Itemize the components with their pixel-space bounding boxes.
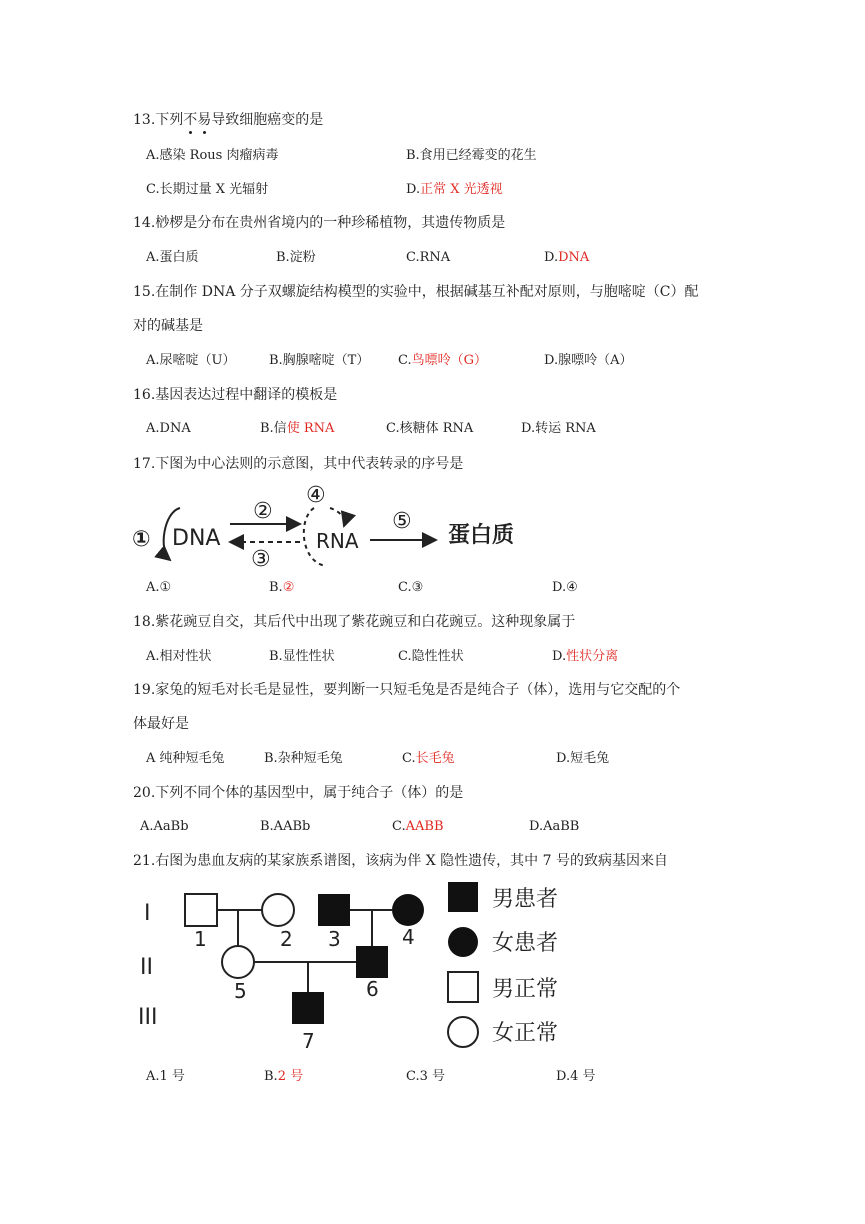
q16-option-c[interactable]: C.核糖体 RNA (386, 421, 474, 436)
q17-answer: ② (282, 580, 295, 595)
q16-option-b[interactable]: B.信使 RNA (260, 421, 335, 436)
q20-option-a[interactable]: A.AaBb (140, 819, 189, 834)
q13-option-b[interactable]: B.食用已经霉变的花生 (406, 148, 537, 163)
individual-6-affected-male (356, 946, 388, 978)
q21-option-d[interactable]: D.4 号 (556, 1069, 596, 1084)
legend-affected-female-label: 女患者 (492, 931, 559, 956)
q19-stem-line1: 19.家兔的短毛对长毛是显性，要判断一只短毛兔是否是纯合子（体），选用与它交配的个 (133, 682, 681, 698)
q18-option-b[interactable]: B.显性性状 (269, 649, 335, 664)
legend-normal-female-label: 女正常 (492, 1021, 559, 1046)
protein-label: 蛋白质 (448, 523, 515, 548)
id-label-7: 7 (302, 1029, 315, 1053)
generation-2-label: II (140, 955, 153, 980)
q15-option-a[interactable]: A.尿嘧啶（U） (146, 353, 236, 368)
q20-answer: AABB (405, 819, 444, 834)
individual-1-normal-male (185, 894, 217, 926)
q18-option-d[interactable]: D.性状分离 (552, 649, 619, 664)
id-label-5: 5 (234, 979, 247, 1003)
label-3: ③ (251, 547, 271, 570)
q18-stem: 18.紫花豌豆自交，其后代中出现了紫花豌豆和白花豌豆。这种现象属于 (133, 614, 576, 630)
q14-stem: 14.桫椤是分布在贵州省境内的一种珍稀植物，其遗传物质是 (133, 215, 506, 231)
id-label-2: 2 (280, 927, 293, 951)
q14-option-c[interactable]: C.RNA (406, 250, 451, 265)
individual-4-affected-female (392, 894, 424, 926)
q16-option-a[interactable]: A.DNA (146, 421, 191, 436)
q13-answer: 正常 X 光透视 (420, 182, 503, 197)
q14-option-a[interactable]: A.蛋白质 (146, 250, 199, 265)
q16-answer: 使 RNA (286, 421, 335, 436)
generation-1-label: I (144, 901, 151, 926)
q14-option-d[interactable]: D.DNA (544, 250, 590, 265)
q19-option-c[interactable]: C.长毛兔 (402, 751, 455, 766)
id-label-6: 6 (366, 977, 379, 1001)
q17-option-d[interactable]: D.④ (552, 580, 578, 595)
q20-option-d[interactable]: D.AaBB (529, 819, 580, 834)
q17-option-b[interactable]: B.② (269, 580, 295, 595)
q18-option-a[interactable]: A.相对性状 (146, 649, 212, 664)
q18-option-c[interactable]: C.隐性性状 (398, 649, 464, 664)
q17-stem: 17.下图为中心法则的示意图，其中代表转录的序号是 (133, 456, 464, 472)
legend-affected-male-label: 男患者 (492, 887, 559, 912)
q14-option-b[interactable]: B.淀粉 (276, 250, 316, 265)
q19-option-d[interactable]: D.短毛兔 (556, 751, 610, 766)
q15-option-c[interactable]: C.鸟嘌呤（G） (398, 353, 488, 368)
id-label-4: 4 (402, 925, 415, 949)
q21-answer: 2 号 (277, 1069, 304, 1084)
q13-option-d[interactable]: D.正常 X 光透视 (406, 182, 503, 197)
individual-5-normal-female (222, 946, 254, 978)
q21-stem: 21.右图为患血友病的某家族系谱图，该病为伴 X 隐性遗传，其中 7 号的致病基因来自 (133, 853, 668, 869)
generation-3-label: III (138, 1005, 158, 1030)
q13-option-c[interactable]: C.长期过量 X 光辐射 (146, 182, 269, 197)
q15-stem-line2: 对的碱基是 (133, 318, 203, 334)
legend-affected-female-symbol (448, 927, 478, 957)
individual-3-affected-male (318, 894, 350, 926)
legend-normal-male-label: 男正常 (492, 977, 559, 1002)
q13-option-a[interactable]: A.感染 Rous 肉瘤病毒 (146, 148, 279, 163)
label-4: ④ (306, 483, 326, 508)
q21-option-c[interactable]: C.3 号 (406, 1069, 446, 1084)
central-dogma-diagram (130, 478, 530, 570)
legend-normal-male-symbol (448, 972, 478, 1002)
rna-label: RNA (316, 529, 359, 553)
q19-stem-line2: 体最好是 (133, 716, 189, 732)
individual-2-normal-female (262, 894, 294, 926)
q19-option-b[interactable]: B.杂种短毛兔 (264, 751, 343, 766)
q13-stem: 13.下列不易导致细胞癌变的是 (133, 112, 324, 128)
q16-option-d[interactable]: D.转运 RNA (521, 421, 596, 436)
individual-7-affected-male (292, 992, 324, 1024)
legend-affected-male-symbol (448, 882, 478, 912)
label-1: ① (132, 527, 151, 552)
q15-option-b[interactable]: B.胸腺嘧啶（T） (269, 353, 370, 368)
q15-option-d[interactable]: D.腺嘌呤（A） (544, 353, 633, 368)
legend-normal-female-symbol (448, 1017, 478, 1047)
q16-stem: 16.基因表达过程中翻译的模板是 (133, 387, 338, 403)
q13-emphasis: 不易 (183, 112, 212, 128)
label-5: ⑤ (392, 509, 412, 534)
q20-option-c[interactable]: C.AABB (392, 819, 444, 834)
q14-answer: DNA (558, 250, 590, 265)
pedigree-chart (130, 874, 590, 1060)
q19-answer: 长毛兔 (415, 751, 455, 766)
q15-stem-line1: 15.在制作 DNA 分子双螺旋结构模型的实验中，根据碱基互补配对原则，与胞嘧啶（C）配 (133, 284, 699, 300)
id-label-3: 3 (328, 927, 341, 951)
q15-answer: 鸟嘌呤（G） (411, 353, 488, 368)
q21-option-a[interactable]: A.1 号 (146, 1069, 185, 1084)
q17-option-c[interactable]: C.③ (398, 580, 424, 595)
q19-option-a[interactable]: A 纯种短毛兔 (146, 751, 225, 766)
q20-option-b[interactable]: B.AABb (260, 819, 311, 834)
q20-stem: 20.下列不同个体的基因型中，属于纯合子（体）的是 (133, 785, 464, 801)
label-2: ② (253, 499, 273, 524)
q17-option-a[interactable]: A.① (146, 580, 172, 595)
q21-option-b[interactable]: B.2 号 (264, 1069, 304, 1084)
id-label-1: 1 (194, 927, 207, 951)
q18-answer: 性状分离 (566, 649, 619, 664)
dna-label: DNA (172, 526, 221, 551)
rna-replication-loop-right (330, 508, 344, 526)
